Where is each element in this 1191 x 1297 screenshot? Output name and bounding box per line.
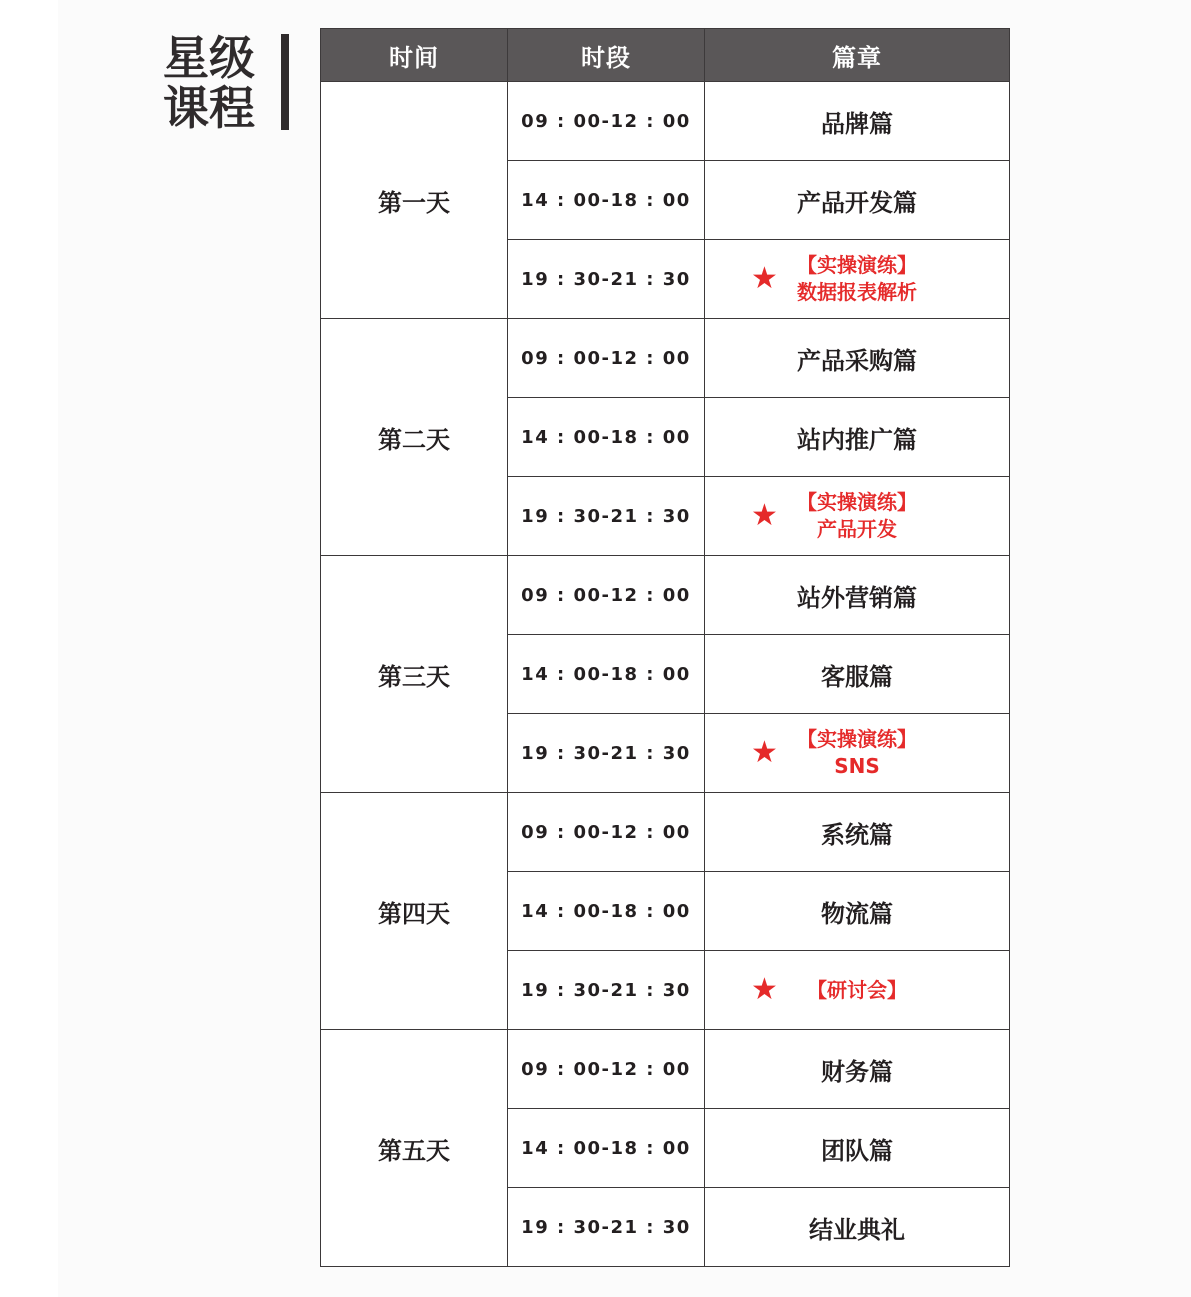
time-slot: 14 : 00-18 : 00 — [508, 1109, 705, 1188]
time-slot: 19 : 30-21 : 30 — [508, 477, 705, 556]
chapter-cell-highlight — [705, 714, 1010, 793]
chapter-cell: 产品采购篇 — [705, 319, 1010, 398]
time-slot: 14 : 00-18 : 00 — [508, 398, 705, 477]
chapter-cell: 结业典礼 — [705, 1188, 1010, 1267]
table-header-row — [321, 29, 1010, 82]
star-icon: ★ — [751, 261, 778, 296]
star-icon: ★ — [751, 972, 778, 1007]
chapter-cell-highlight — [705, 240, 1010, 319]
time-slot: 19 : 30-21 : 30 — [508, 240, 705, 319]
chapter-cell: 物流篇 — [705, 872, 1010, 951]
chapter-cell: 站内推广篇 — [705, 398, 1010, 477]
chapter-line-2: 产品开发 — [817, 517, 897, 541]
star-icon: ★ — [751, 735, 778, 770]
time-slot: 19 : 30-21 : 30 — [508, 1188, 705, 1267]
day-label: 第三天 — [321, 556, 508, 793]
header-chapter: 篇章 — [705, 29, 1010, 82]
time-slot: 09 : 00-12 : 00 — [508, 1030, 705, 1109]
time-slot: 09 : 00-12 : 00 — [508, 82, 705, 161]
chapter-cell: 品牌篇 — [705, 82, 1010, 161]
time-slot: 09 : 00-12 : 00 — [508, 556, 705, 635]
chapter-cell-highlight — [705, 951, 1010, 1030]
title-line-2: 课程 — [163, 81, 255, 135]
time-slot: 14 : 00-18 : 00 — [508, 635, 705, 714]
time-slot: 14 : 00-18 : 00 — [508, 161, 705, 240]
time-slot: 14 : 00-18 : 00 — [508, 872, 705, 951]
table-row — [321, 1030, 1010, 1109]
star-icon: ★ — [751, 498, 778, 533]
table-row — [321, 793, 1010, 872]
time-slot: 09 : 00-12 : 00 — [508, 319, 705, 398]
day-label: 第一天 — [321, 82, 508, 319]
chapter-line-1: 【实操演练】 — [797, 727, 917, 751]
chapter-cell: 团队篇 — [705, 1109, 1010, 1188]
day-label: 第五天 — [321, 1030, 508, 1267]
chapter-cell: 产品开发篇 — [705, 161, 1010, 240]
chapter-line-2: SNS — [834, 754, 880, 778]
chapter-line-1: 【实操演练】 — [797, 490, 917, 514]
chapter-cell: 客服篇 — [705, 635, 1010, 714]
time-slot: 09 : 00-12 : 00 — [508, 793, 705, 872]
chapter-line-2: 数据报表解析 — [797, 280, 917, 304]
chapter-cell-highlight — [705, 477, 1010, 556]
chapter-cell: 系统篇 — [705, 793, 1010, 872]
page-title — [163, 33, 263, 133]
chapter-cell: 财务篇 — [705, 1030, 1010, 1109]
table-row — [321, 319, 1010, 398]
day-label: 第二天 — [321, 319, 508, 556]
header-slot: 时段 — [508, 29, 705, 82]
time-slot: 19 : 30-21 : 30 — [508, 714, 705, 793]
day-label: 第四天 — [321, 793, 508, 1030]
table-row — [321, 556, 1010, 635]
chapter-line-1: 【研讨会】 — [807, 977, 907, 1002]
header-time: 时间 — [321, 29, 508, 82]
title-line-1: 星级 — [163, 31, 255, 85]
chapter-cell: 站外营销篇 — [705, 556, 1010, 635]
time-slot: 19 : 30-21 : 30 — [508, 951, 705, 1030]
chapter-line-1: 【实操演练】 — [797, 253, 917, 277]
table-row — [321, 82, 1010, 161]
course-schedule-table — [320, 28, 1010, 1267]
title-divider-bar — [281, 34, 289, 130]
